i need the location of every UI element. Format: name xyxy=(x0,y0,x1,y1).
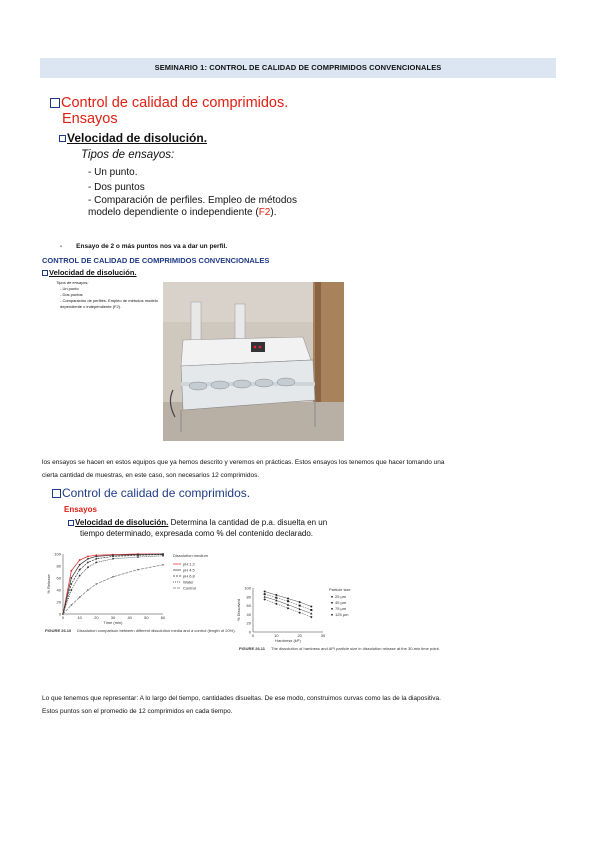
data-point xyxy=(70,577,72,579)
list-item: - Comparación de perfiles. Empleo de métodos modelo dependiente o independiente (F2). xyxy=(60,298,158,309)
paragraph-1: los ensayos se hacen en estos equipos que ya hemos descrito y veremos en prácticas. Estos ensayos los tenemos que hacer tomando una cierta cantidad de muestras, en este caso, son necesarios 12 comprimidos. xyxy=(42,459,445,479)
data-point xyxy=(137,556,139,558)
series-line xyxy=(63,556,163,614)
legend-title: Particle size xyxy=(329,587,351,592)
data-point xyxy=(264,593,266,595)
slide-1-title: Control de calidad de comprimidos. xyxy=(50,95,350,111)
y-tick-label: 40 xyxy=(56,587,61,593)
slide-1-subtitle: Ensayos xyxy=(62,111,118,127)
data-point xyxy=(275,594,277,596)
slide-3-bullet: Velocidad de disolución. Determina la cantidad de p.a. disuelta en un xyxy=(68,517,382,528)
hardness-dissolution-chart xyxy=(235,582,440,670)
dissolution-apparatus-photo xyxy=(163,282,344,441)
series-line xyxy=(63,554,163,614)
paragraph-2: Lo que tenemos que representar: A lo largo del tiempo, cantidades disueltas. De ese modo, construimos curvas como las de la diapositiva. Estos puntos son el promedio de 12 comprimidos en cada tiempo. xyxy=(42,695,441,715)
x-tick-label: 10 xyxy=(274,633,279,638)
data-point xyxy=(70,583,72,585)
data-point xyxy=(310,605,312,607)
data-point xyxy=(87,589,89,591)
data-point xyxy=(287,607,289,609)
series-line xyxy=(63,554,163,614)
x-tick-label: 20 xyxy=(297,633,302,638)
slide-2-list xyxy=(60,286,160,310)
slide-1-types-heading: Tipos de ensayos: xyxy=(81,149,175,161)
slide-3-subtitle: Ensayos xyxy=(64,505,97,514)
x-tick-label: 0 xyxy=(251,633,255,638)
data-point xyxy=(275,597,277,599)
release-profile-chart xyxy=(45,548,235,640)
legend-entry: Water xyxy=(183,579,194,585)
y-tick-label: 20 xyxy=(56,599,61,605)
note-1: - Ensayo de 2 o más puntos nos va a dar un perfil. xyxy=(60,243,228,250)
data-point xyxy=(137,569,139,571)
data-point xyxy=(162,564,164,566)
x-tick-label: 30 xyxy=(110,615,116,620)
y-tick-label: 0 xyxy=(248,629,251,635)
data-point xyxy=(70,604,72,606)
slide-1-list xyxy=(88,165,350,195)
data-point xyxy=(287,598,289,600)
square-bullet-icon xyxy=(42,270,48,276)
figure-caption-label: FIGURE 26.11 xyxy=(239,646,266,651)
data-point xyxy=(95,562,97,564)
slide-2-heading: Tipos de ensayos: xyxy=(56,280,89,285)
x-axis-label: Hardness (kP) xyxy=(275,638,301,643)
slide-1 xyxy=(50,95,350,235)
data-point xyxy=(95,556,97,558)
y-tick-label: 60 xyxy=(246,603,251,609)
list-item: - Dos puntos xyxy=(60,292,83,297)
y-axis-label: % Release xyxy=(46,574,51,594)
slide-2-topic: Velocidad de disolución. xyxy=(42,268,352,277)
x-tick-label: 10 xyxy=(77,615,82,620)
y-tick-label: 40 xyxy=(246,611,251,617)
slide-3 xyxy=(52,486,382,546)
square-bullet-icon xyxy=(52,489,61,498)
x-tick-label: 0 xyxy=(61,615,65,620)
data-point xyxy=(310,616,312,618)
data-point xyxy=(79,569,81,571)
legend-entry: pH 1.2 xyxy=(183,561,195,567)
square-bullet-icon xyxy=(59,135,66,142)
legend-marker xyxy=(331,596,333,598)
list-item: - Dos puntos xyxy=(88,182,145,193)
x-axis-label: Time (min) xyxy=(103,620,123,625)
list-item-continued: modelo dependiente o independiente (F2). xyxy=(88,207,277,218)
y-axis-label: % Dissolved xyxy=(236,598,241,622)
data-point xyxy=(287,600,289,602)
legend-entry: 125 µm xyxy=(335,612,349,617)
x-tick-label: 50 xyxy=(144,615,149,620)
data-point xyxy=(299,605,301,607)
page-header: SEMINARIO 1: CONTROL DE CALIDAD DE COMPRIMIDOS CONVENCIONALES xyxy=(40,58,556,78)
y-tick-label: 0 xyxy=(58,611,61,617)
data-point xyxy=(137,554,139,556)
data-point xyxy=(79,564,81,566)
data-point xyxy=(275,603,277,605)
x-tick-label: 60 xyxy=(160,615,166,620)
data-point xyxy=(112,576,114,578)
legend-marker xyxy=(331,602,333,604)
data-point xyxy=(79,596,81,598)
figure-caption: Dissolution comparison between different dissolution media and a control (length of 20%). xyxy=(77,628,236,633)
x-tick-label: 20 xyxy=(94,615,99,620)
series-line xyxy=(63,555,163,614)
data-point xyxy=(263,598,265,600)
list-item: - Un punto xyxy=(60,286,79,291)
series-line xyxy=(63,565,163,614)
legend-marker xyxy=(331,614,333,616)
data-point xyxy=(264,591,266,593)
figure-caption-label: FIGURE 26.10 xyxy=(45,628,72,633)
x-tick-label: 30 xyxy=(320,633,326,638)
data-point xyxy=(87,558,89,560)
legend-title: Dissolution medium xyxy=(173,553,208,558)
slide-2-title: CONTROL DE CALIDAD DE COMPRIMIDOS CONVENCIONALES xyxy=(42,256,270,265)
data-point xyxy=(95,583,97,585)
y-tick-label: 100 xyxy=(244,585,251,591)
y-tick-label: 80 xyxy=(56,563,61,569)
data-point xyxy=(87,562,89,564)
legend-entry: 45 µm xyxy=(335,600,347,605)
data-point xyxy=(79,559,81,561)
legend-marker xyxy=(331,608,333,610)
data-point xyxy=(87,566,89,568)
square-bullet-icon xyxy=(50,98,60,108)
slide-1-topic: Velocidad de disolución. xyxy=(59,131,350,145)
data-point xyxy=(162,555,164,557)
data-point xyxy=(298,611,300,613)
data-point xyxy=(95,558,97,560)
data-point xyxy=(112,558,114,560)
y-tick-label: 80 xyxy=(246,594,251,600)
legend-entry: 25 µm xyxy=(335,594,347,599)
data-point xyxy=(299,601,301,603)
data-point xyxy=(310,609,312,611)
slide-3-title: Control de calidad de comprimidos. xyxy=(52,486,382,500)
data-point xyxy=(112,556,114,558)
data-point xyxy=(264,596,266,598)
legend-entry: 75 µm xyxy=(335,606,347,611)
square-bullet-icon xyxy=(68,520,74,526)
y-tick-label: 60 xyxy=(56,575,61,581)
data-point xyxy=(79,575,81,577)
y-tick-label: 20 xyxy=(246,620,251,626)
data-point xyxy=(70,589,72,591)
list-item: - Un punto. xyxy=(88,167,138,178)
data-point xyxy=(70,570,72,572)
x-tick-label: 40 xyxy=(127,615,132,620)
slide-3-bullet-cont: tiempo determinado, expresada como % del contenido declarado. xyxy=(80,529,314,538)
figure-caption: The dissolution of hardness and API particle size in dissolution release at the 30-min time point. xyxy=(271,646,440,651)
legend-entry: pH 6.8 xyxy=(183,573,195,579)
legend-entry: pH 4.5 xyxy=(183,567,195,573)
legend-entry: Control xyxy=(183,585,196,591)
data-point xyxy=(62,613,64,615)
y-tick-label: 100 xyxy=(54,551,61,557)
data-point xyxy=(87,556,89,558)
list-item: - Comparación de perfiles. Empleo de métodos xyxy=(88,195,297,206)
